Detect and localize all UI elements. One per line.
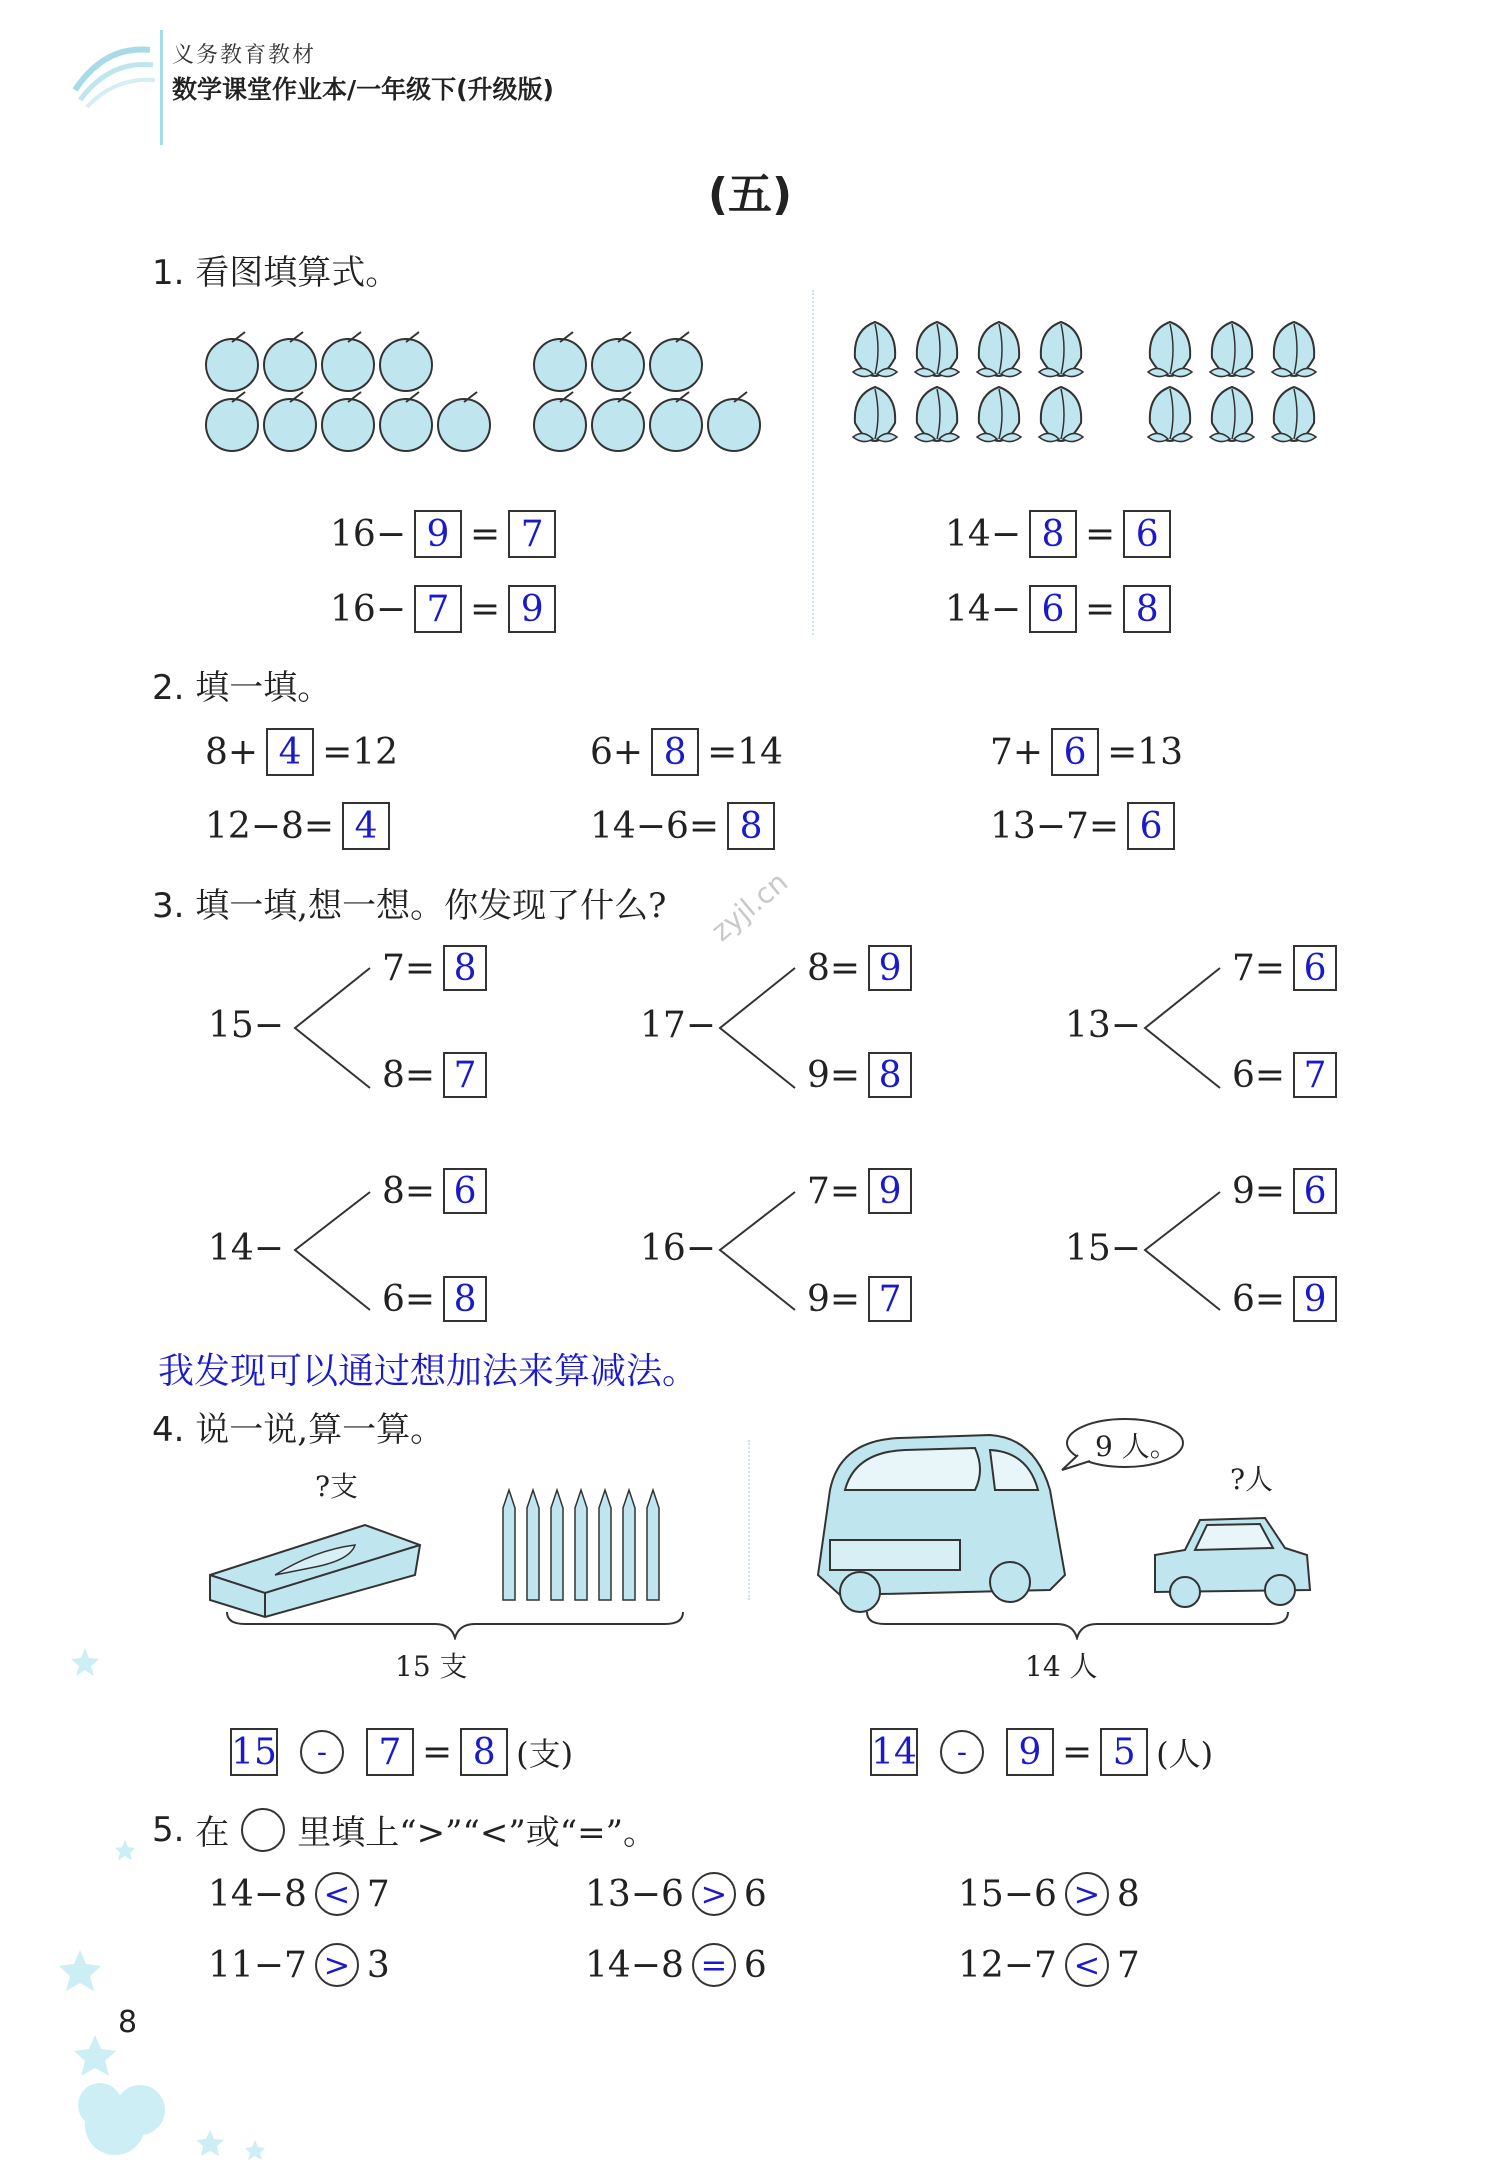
operator-circle[interactable]: - [300,1730,344,1774]
bubble-text: 9 人。 [1095,1430,1178,1463]
tree-top: 7= 8 [382,945,495,991]
answer-box[interactable]: 4 [266,728,314,776]
q4-right-total: 14 人 [1025,1650,1098,1683]
tree-root: 17− [640,1005,716,1046]
answer-box[interactable]: 9 [868,945,912,991]
tree-top: 7= 6 [1232,945,1345,991]
compare-circle[interactable]: > [692,1872,736,1916]
answer-box[interactable]: 8 [460,1728,508,1776]
answer-box[interactable]: 9 [868,1168,912,1214]
tree-top: 8= 9 [807,945,920,991]
answer-box[interactable]: 8 [443,945,487,991]
answer-box[interactable]: 7 [508,510,556,558]
answer-box[interactable]: 6 [1123,510,1171,558]
compare-circle[interactable]: = [692,1943,736,1987]
answer-box[interactable]: 15 [230,1728,278,1776]
q4-right-question: ?人 [1230,1463,1274,1496]
tree-root: 15− [1065,1228,1141,1269]
q4-divider [748,1440,750,1600]
answer-box[interactable]: 8 [1123,585,1171,633]
tree-top: 7= 9 [807,1168,920,1214]
pencil-case-illustration [205,1505,430,1620]
q1-left-eq-1: 16 − 9 = 7 [330,510,564,558]
answer-box[interactable]: 6 [1293,945,1337,991]
answer-box[interactable]: 6 [1029,585,1077,633]
answer-box[interactable]: 8 [651,728,699,776]
answer-box[interactable]: 7 [414,585,462,633]
page-number: 8 [118,2005,138,2040]
tree-top: 9= 6 [1232,1168,1345,1214]
tree-root: 16− [640,1228,716,1269]
answer-box[interactable]: 6 [443,1168,487,1214]
compare-circle[interactable]: > [1065,1872,1109,1916]
q1-right-eq-1: 14 − 8 = 6 [945,510,1179,558]
car-illustration [1145,1500,1315,1610]
answer-box[interactable]: 8 [1029,510,1077,558]
tree-bottom: 6= 9 [1232,1276,1345,1322]
answer-box[interactable]: 7 [443,1052,487,1098]
tree-root: 13− [1065,1005,1141,1046]
tree-bottom: 9= 7 [807,1276,920,1322]
q5-item: 15−6 > 8 [958,1873,1140,1915]
compare-circle[interactable]: < [315,1872,359,1916]
q4-heading: 4. 说一说,算一算。 [152,1410,445,1450]
left-brace [225,1610,685,1640]
answer-box[interactable]: 9 [414,510,462,558]
answer-box[interactable]: 6 [1127,802,1175,850]
q4-left-equation: 15 - 7 = 8 (支) [222,1728,573,1776]
answer-box[interactable]: 6 [1051,728,1099,776]
q4-right-equation: 14 - 9 = 5 (人) [862,1728,1213,1776]
answer-box[interactable]: 9 [508,585,556,633]
answer-box[interactable]: 8 [443,1276,487,1322]
q5-item: 12−7 < 7 [958,1944,1140,1986]
header-book-title: 数学课堂作业本/一年级下(升级版) [172,75,554,104]
q1-left-eq-2: 16 − 7 = 9 [330,585,564,633]
q5-heading: 5. 在 里填上“>”“<”或“=”。 [152,1809,658,1853]
answer-box[interactable]: 14 [870,1728,918,1776]
q2-heading: 2. 填一填。 [152,668,332,708]
answer-box[interactable]: 7 [868,1276,912,1322]
q2-eq-1: 8+ 4 =12 [205,728,398,776]
q3-heading: 3. 填一填,想一想。你发现了什么? [152,886,667,926]
q1-heading: 1. 看图填算式。 [152,253,400,293]
tree-bottom: 6= 7 [1232,1052,1345,1098]
tree-root: 15− [208,1005,284,1046]
q5-item: 14−8 = 6 [585,1944,767,1986]
tree-bottom: 6= 8 [382,1276,495,1322]
answer-box[interactable]: 6 [1293,1168,1337,1214]
q2-eq-6: 13−7= 6 [990,802,1183,850]
q4-left-total: 15 支 [395,1650,468,1683]
right-brace [865,1610,1290,1640]
q5-item: 13−6 > 6 [585,1873,767,1915]
bus-illustration [810,1430,1080,1615]
q2-eq-4: 12−8= 4 [205,802,398,850]
q5-item: 14−8 < 7 [208,1873,390,1915]
tree-bottom: 8= 7 [382,1052,495,1098]
header-series: 义务教育教材 [172,43,317,68]
answer-box[interactable]: 8 [727,802,775,850]
q2-eq-2: 6+ 8 =14 [590,728,783,776]
answer-box[interactable]: 7 [1293,1052,1337,1098]
tree-top: 8= 6 [382,1168,495,1214]
decorative-stars-icon [55,1640,295,2170]
answer-box[interactable]: 7 [366,1728,414,1776]
answer-box[interactable]: 4 [342,802,390,850]
compare-circle[interactable]: < [1065,1943,1109,1987]
answer-box[interactable]: 8 [868,1052,912,1098]
watermark: zyjl.cn [704,865,795,948]
pencils-illustration [495,1488,675,1603]
q2-eq-5: 14−6= 8 [590,802,783,850]
answer-box[interactable]: 9 [1293,1276,1337,1322]
compare-circle[interactable]: > [315,1943,359,1987]
answer-box[interactable]: 9 [1006,1728,1054,1776]
tree-root: 14− [208,1228,284,1269]
q2-eq-3: 7+ 6 =13 [990,728,1183,776]
q1-right-eq-2: 14 − 6 = 8 [945,585,1179,633]
lesson-title: (五) [707,169,793,220]
q3-finding: 我发现可以通过想加法来算减法。 [158,1351,699,1392]
q5-item: 11−7 > 3 [208,1944,390,1986]
tree-bottom: 9= 8 [807,1052,920,1098]
operator-circle[interactable]: - [940,1730,984,1774]
q4-left-question: ?支 [315,1470,359,1503]
answer-box[interactable]: 5 [1100,1728,1148,1776]
